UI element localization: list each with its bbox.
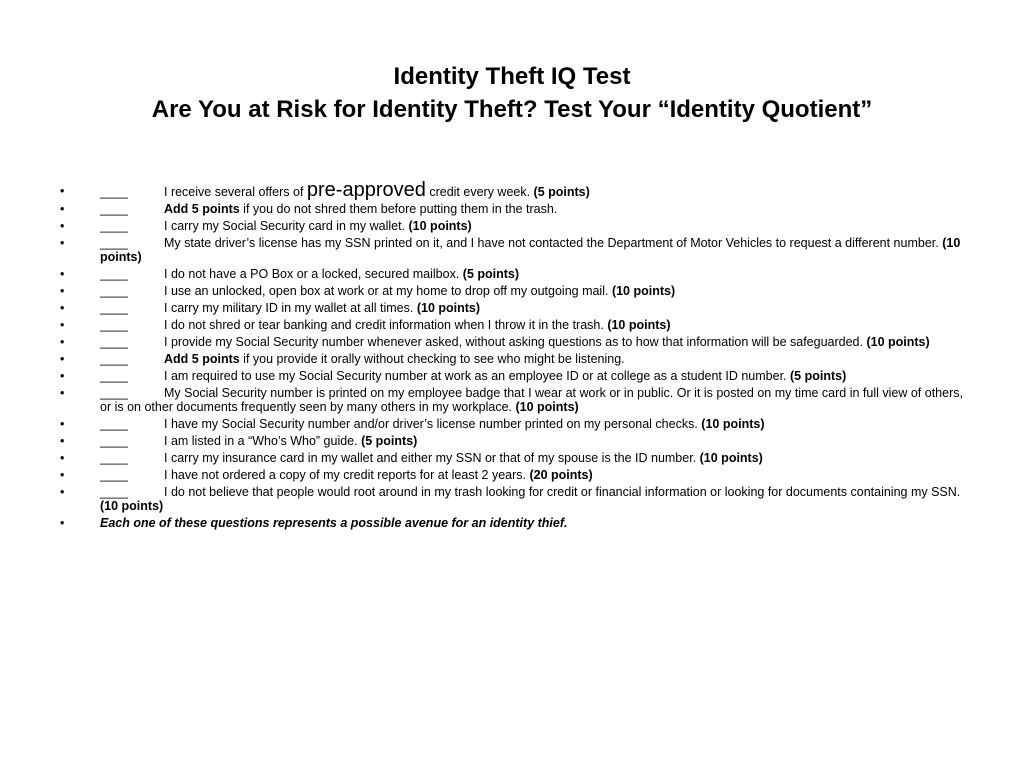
bullet-icon: •	[60, 451, 65, 465]
list-item	[0, 318, 1024, 332]
bullet-icon: •	[60, 284, 65, 298]
answer-blank: ____	[100, 485, 128, 499]
item-points: (10 points)	[611, 284, 676, 298]
item-text: if you do not shred them before putting them in the trash.	[239, 202, 558, 216]
bullet-icon: •	[60, 434, 65, 448]
item-points: (10 points)	[515, 400, 579, 414]
item-bonus-label: Add 5 points	[164, 352, 240, 366]
item-text: My state driver’s license has my SSN printed on it, and I have not contacted the Department of Motor Vehicles to request a different number.	[164, 236, 943, 250]
answer-blank: ____	[100, 301, 128, 315]
closing-note	[0, 516, 1024, 530]
answer-blank: ____	[100, 417, 128, 431]
item-text: I use an unlocked, open box at work or at my home to drop off my outgoing mail.	[164, 284, 612, 298]
item-text: I carry my insurance card in my wallet and either my SSN or that of my spouse is the ID number.	[164, 451, 700, 465]
list-item	[0, 335, 1024, 349]
answer-blank: ____	[100, 236, 128, 250]
bullet-icon: •	[60, 516, 65, 530]
answer-blank: ____	[100, 386, 128, 400]
answer-blank: ____	[100, 352, 128, 366]
bullet-icon: •	[60, 369, 65, 383]
answer-blank: ____	[100, 202, 128, 216]
list-item	[0, 485, 1024, 513]
item-text-pre: I receive several offers of	[164, 185, 307, 199]
answer-blank: ____	[100, 267, 128, 281]
bullet-icon: •	[60, 184, 65, 198]
item-points: (10 points)	[100, 499, 164, 513]
list-item	[0, 352, 1024, 366]
item-text: I do not shred or tear banking and credit information when I throw it in the trash.	[164, 318, 608, 332]
item-points: (5 points)	[790, 369, 847, 383]
bullet-icon: •	[60, 267, 65, 281]
bullet-icon: •	[60, 236, 65, 250]
list-item	[0, 267, 1024, 281]
item-text: My Social Security number is printed on my employee badge that I wear at work or in public. Or it is posted on my time card in full view of others, or is on other documents frequently seen by many others in my workplace.	[100, 386, 963, 414]
page-title: Identity Theft IQ Test	[393, 63, 631, 90]
item-text: I do not have a PO Box or a locked, secured mailbox.	[164, 267, 463, 281]
list-item	[0, 386, 1024, 414]
checklist	[0, 179, 1024, 533]
item-text: I have my Social Security number and/or driver’s license number printed on my personal checks.	[164, 417, 702, 431]
closing-text: Each one of these questions represents a possible avenue for an identity thief.	[100, 516, 568, 530]
item-points: (20 points)	[529, 468, 593, 482]
list-item	[0, 301, 1024, 315]
bullet-icon: •	[60, 352, 65, 366]
list-item	[0, 468, 1024, 482]
list-item	[0, 179, 1024, 201]
list-item	[0, 236, 1024, 264]
item-points: (10 points)	[866, 335, 930, 349]
bullet-icon: •	[60, 386, 65, 400]
answer-blank: ____	[100, 284, 128, 298]
page-subtitle: Are You at Risk for Identity Theft? Test Your “Identity Quotient”	[151, 96, 873, 123]
item-text: if you provide it orally without checking to see who might be listening.	[239, 352, 625, 366]
item-text-large: pre-approved	[306, 179, 426, 201]
item-points: (10 points)	[408, 219, 472, 233]
bullet-icon: •	[60, 417, 65, 431]
answer-blank: ____	[100, 451, 128, 465]
bullet-icon: •	[60, 301, 65, 315]
item-text: I am listed in a “Who’s Who” guide.	[164, 434, 362, 448]
item-points: (10 points)	[701, 417, 765, 431]
item-points: (10 points)	[699, 451, 763, 465]
list-item	[0, 202, 1024, 216]
list-item	[0, 369, 1024, 383]
answer-blank: ____	[100, 369, 128, 383]
item-text: I provide my Social Security number whenever asked, without asking questions as to how that information will be safeguarded.	[164, 335, 867, 349]
bullet-icon: •	[60, 485, 65, 499]
item-points: (5 points)	[462, 267, 520, 281]
list-item	[0, 219, 1024, 233]
list-item	[0, 451, 1024, 465]
bullet-icon: •	[60, 202, 65, 216]
item-points: (10 points)	[416, 301, 481, 315]
item-text: I carry my military ID in my wallet at all times.	[164, 301, 417, 315]
item-text: I am required to use my Social Security number at work as an employee ID or at college as a student ID number.	[164, 369, 790, 383]
bullet-icon: •	[60, 219, 65, 233]
item-points: (5 points)	[361, 434, 418, 448]
list-item	[0, 417, 1024, 431]
answer-blank: ____	[100, 335, 128, 349]
bullet-icon: •	[60, 318, 65, 332]
answer-blank: ____	[100, 219, 128, 233]
item-bonus-label: Add 5 points	[164, 202, 240, 216]
item-text: I have not ordered a copy of my credit reports for at least 2 years.	[164, 468, 530, 482]
list-item	[0, 434, 1024, 448]
answer-blank: ____	[100, 185, 128, 199]
item-text: credit every week.	[425, 185, 534, 199]
item-points: (10 points)	[100, 236, 961, 264]
answer-blank: ____	[100, 318, 128, 332]
bullet-icon: •	[60, 335, 65, 349]
answer-blank: ____	[100, 468, 128, 482]
item-text: I carry my Social Security card in my wallet.	[164, 219, 409, 233]
title-block	[0, 60, 1024, 126]
bullet-icon: •	[60, 468, 65, 482]
item-points: (5 points)	[533, 185, 590, 199]
item-text: I do not believe that people would root around in my trash looking for credit or financial information or looking for documents containing my SSN.	[164, 485, 961, 499]
answer-blank: ____	[100, 434, 128, 448]
list-item	[0, 284, 1024, 298]
item-points: (10 points)	[607, 318, 671, 332]
